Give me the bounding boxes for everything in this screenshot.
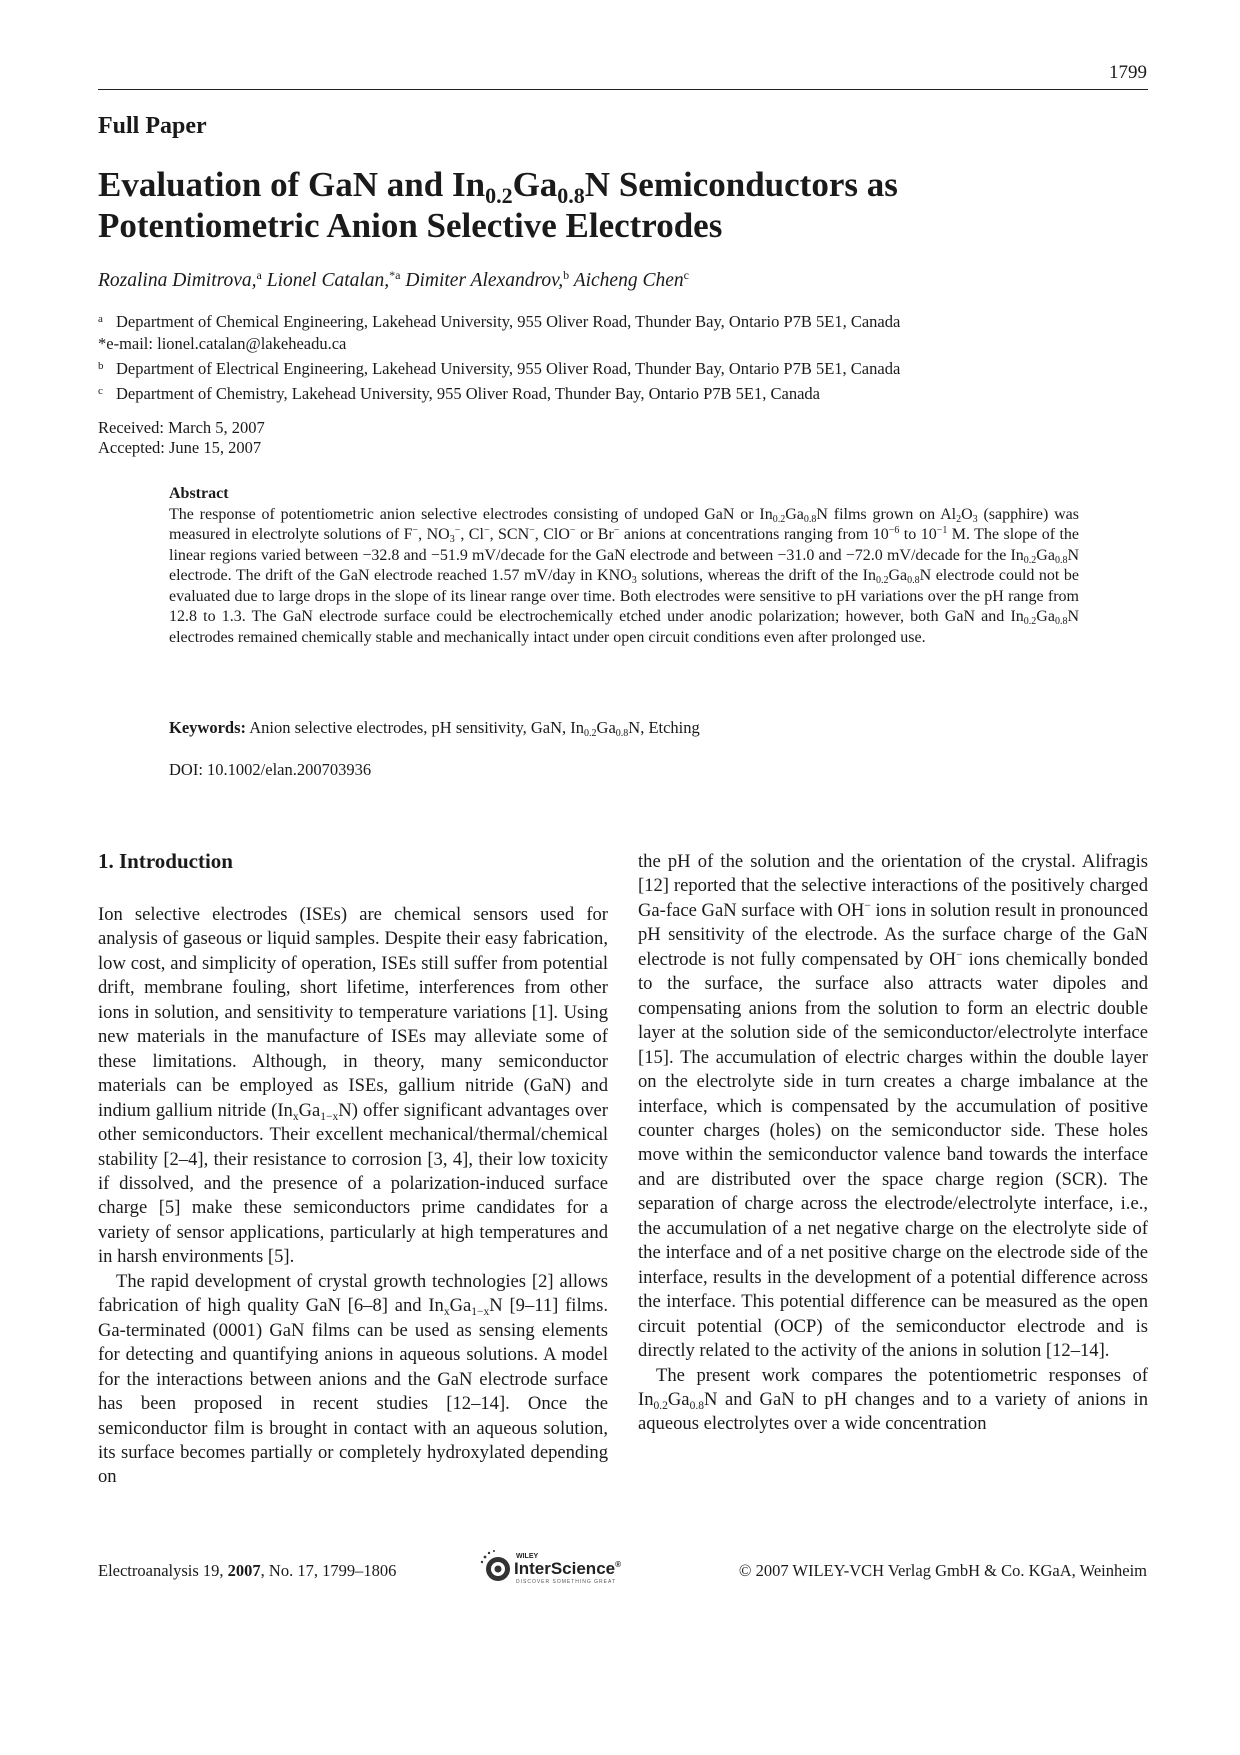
interscience-logo (478, 1547, 638, 1589)
left-column (98, 903, 608, 1490)
page-number: 1799 (1109, 62, 1147, 83)
logo-tagline: DISCOVER SOMETHING GREAT (516, 1579, 617, 1585)
title-line1: Evaluation of GaN and $In_{0.2}Ga_{0.8}N$ Semiconductors as (98, 165, 898, 208)
logo-brand: WILEY (516, 1553, 539, 1560)
abstract-heading: Abstract (169, 485, 229, 502)
journal-citation: Electroanalysis 19, 2007, No. 17, 1799–1806 (98, 1561, 397, 1580)
affiliations (98, 308, 900, 405)
logo-name: InterScience® (514, 1559, 622, 1578)
section-heading-introduction: 1. Introduction (98, 849, 233, 873)
paragraph: The rapid development of crystal growth technologies [2] allows fabrication of high quality GaN [6–8] and $In_xGa_{1-x}N$ [9–11] films. Ga-terminated (0001) GaN films can be used as sensing elements for detecting and quantifying anions in aqueous solutions. A model for the interactions between anions and the GaN electrode surface has been proposed in recent studies [12–14]. Once the semiconductor film is brought in contact with an aqueous solution, its surface becomes partially or completely hydroxylated depending on (98, 1270, 608, 1488)
received-date: Received: March 5, 2007 (98, 418, 265, 437)
copyright: © 2007 WILEY-VCH Verlag GmbH & Co. KGaA, Weinheim (738, 1561, 1147, 1580)
dates (98, 418, 265, 458)
article-type: Full Paper (98, 113, 207, 139)
logo-mark-icon (481, 1550, 510, 1581)
abstract (169, 484, 1079, 648)
author[interactable]: Lionel Catalan,$^{*a}$ (266, 268, 401, 291)
title-line2: Potentiometric Anion Selective Electrodes (98, 206, 723, 245)
affiliation-a: a Department of Chemical Engineering, Lakehead University, 955 Oliver Road, Thunder Bay, Ontario P7B 5E1, Canada (98, 312, 901, 331)
author-list (98, 270, 689, 292)
author[interactable]: Dimiter Alexandrov,$^b$ (405, 268, 570, 291)
abstract-text: The response of potentiometric anion selective electrodes consisting of undoped GaN or $In_{0.2}Ga_{0.8}N$ films grown on $Al_2O_3$ (sapphire) was measured in electrolyte solutions of F−, $NO_3^-$, Cl−, SCN−, ClO− or Br− anions at concentrations ranging from $10^{-6}$ to $10^{-1}$ M. The slope of the linear regions varied between −32.8 and −51.9 mV/decade for the GaN electrode and between −31.0 and −72.0 mV/decade for the $In_{0.2}Ga_{0.8}N$ electrode. The drift of the GaN electrode reached 1.57 mV/day in $KNO_3$ solutions, whereas the drift of the $In_{0.2}Ga_{0.8}N$ electrode could not be evaluated due to large drops in the slope of its linear range over time. Both electrodes were sensitive to pH variations over the pH range from 12.8 to 1.3. The GaN electrode surface could be electrochemically etched under anodic polarization; however, both GaN and $In_{0.2}Ga_{0.8}N$ electrodes remained chemically stable and mechanically intact under open circuit conditions even after prolonged use. (169, 505, 1080, 646)
header-rule (98, 89, 1148, 90)
paper-title (98, 164, 1148, 246)
keywords: Keywords: Anion selective electrodes, pH sensitivity, GaN, $In_{0.2}Ga_{0.8}N$, Etching (169, 718, 700, 739)
accepted-date: Accepted: June 15, 2007 (98, 438, 262, 457)
paragraph: Ion selective electrodes (ISEs) are chemical sensors used for analysis of gaseous or liquid samples. Despite their easy fabrication, low cost, and simplicity of operation, ISEs still suffer from potential drift, membrane fouling, short lifetime, interferences from other ions in solution, and sensitivity to temperature variations [1]. Using new materials in the manufacture of ISEs may alleviate some of these limitations. Although, in theory, many semiconductor materials can be employed as ISEs, gallium nitride (GaN) and indium gallium nitride $(In_xGa_{1-x}N)$ offer significant advantages over other semiconductors. Their excellent mechanical/thermal/chemical stability [2–4], their resistance to corrosion [3, 4], their low toxicity if dissolved, and the presence of a polarization-induced surface charge [5] make these semiconductors prime candidates for a variety of sensor applications, particularly at high temperatures and in harsh environments [5]. (98, 904, 608, 1268)
author[interactable]: Aicheng Chen$^c$ (573, 268, 689, 291)
paragraph: The present work compares the potentiometric responses of $In_{0.2}Ga_{0.8}N$ and GaN to pH changes and to a variety of anions in aqueous electrolytes over a wide concentration (638, 1364, 1148, 1435)
affiliation-c: c Department of Chemistry, Lakehead University, 955 Oliver Road, Thunder Bay, Ontario P7B 5E1, Canada (98, 384, 820, 403)
paragraph: the pH of the solution and the orientation of the crystal. Alifragis [12] reported that the selective interactions of the positively charged Ga-face GaN surface with OH− ions in solution result in pronounced pH sensitivity of the electrode. As the surface charge of the GaN electrode is not fully compensated by OH− ions chemically bonded to the surface, the surface also attracts water dipoles and compensating anions from the solution to form an electric double layer at the solution side of the semiconductor/electrolyte interface [15]. The accumulation of electric charges within the double layer on the electrolyte side in turn creates a charge imbalance at the interface, which is compensated by the accumulation of positive counter charges (holes) on the semiconductor side. These holes move within the semiconductor valence band towards the interface and are distributed over the space charge region (SCR). The separation of charge across the electrode/electrolyte interface, i.e., the accumulation of a net negative charge on the electrolyte side of the interface and of a net positive charge on the electrode side of the interface, results in the development of a potential difference across the interface. This potential difference can be measured as the open circuit potential (OCP) of the semiconductor electrode and is directly related to the activity of the anions in solution [12–14]. (638, 851, 1148, 1362)
affiliation-b: b Department of Electrical Engineering, Lakehead University, 955 Oliver Road, Thunder Bay, Ontario P7B 5E1, Canada (98, 359, 901, 378)
author[interactable]: Rozalina Dimitrova,$^a$ (98, 268, 262, 291)
doi[interactable]: DOI: 10.1002/elan.200703936 (169, 760, 372, 779)
right-column (638, 850, 1148, 1437)
corresponding-email[interactable]: *e-mail: lionel.catalan@lakeheadu.ca (98, 334, 347, 353)
